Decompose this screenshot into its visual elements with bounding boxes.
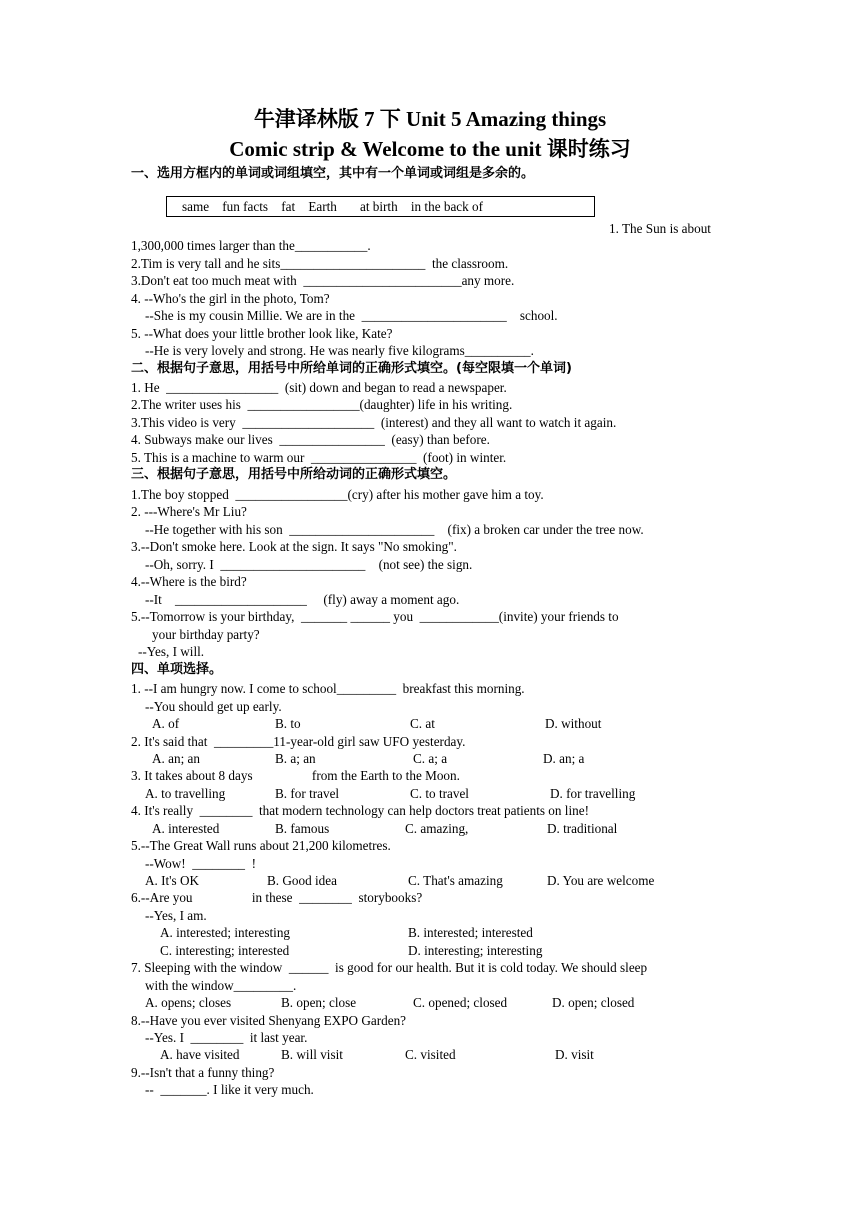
s4-q3-option-c: C. to travel bbox=[410, 786, 469, 801]
s4-q8-line2: --Yes. I ________ it last year. bbox=[145, 1030, 308, 1045]
s3-q5b: your birthday party? bbox=[152, 627, 260, 642]
s4-q9-line2: -- _______. I like it very much. bbox=[145, 1082, 314, 1097]
s4-q7-option-c: C. opened; closed bbox=[413, 995, 508, 1010]
s4-q6-line2: --Yes, I am. bbox=[145, 908, 207, 923]
title-line-1: 牛津译林版 7 下 Unit 5 Amazing things bbox=[253, 107, 607, 131]
s4-q5-line1: 5.--The Great Wall runs about 21,200 kilometres. bbox=[131, 838, 391, 853]
s4-q2-option-a: A. an; an bbox=[152, 751, 200, 766]
s3-q2b: --He together with his son ______________________ (fix) a broken car under the tree now. bbox=[145, 522, 644, 537]
s4-q3-option-d: D. for travelling bbox=[550, 786, 636, 801]
s4-q8-option-a: A. have visited bbox=[160, 1047, 240, 1062]
s4-q7-option-a: A. opens; closes bbox=[145, 995, 232, 1010]
section2-heading: 二、根据句子意思，用括号中所给单词的正确形式填空。(每空限填一个单词) bbox=[131, 361, 572, 376]
s4-q2-option-d: D. an; a bbox=[543, 751, 585, 766]
s4-q5-option-a: A. It's OK bbox=[145, 873, 200, 888]
s3-q3a: 3.--Don't smoke here. Look at the sign. It says "No smoking". bbox=[131, 539, 457, 554]
s3-q4a: 4.--Where is the bird? bbox=[131, 574, 247, 589]
s4-q8-option-c: C. visited bbox=[405, 1047, 456, 1062]
s2-q3: 3.This video is very ____________________ (interest) and they all want to watch it again. bbox=[131, 415, 617, 430]
s4-q5-option-b: B. Good idea bbox=[267, 873, 337, 888]
s3-q4b: --It ____________________ (fly) away a moment ago. bbox=[145, 592, 460, 607]
s4-q8-line1: 8.--Have you ever visited Shenyang EXPO Garden? bbox=[131, 1013, 407, 1028]
s4-q7-line2: with the window_________. bbox=[145, 978, 297, 993]
s4-q5-option-d: D. You are welcome bbox=[547, 873, 655, 888]
section4-heading: 四、单项选择。 bbox=[131, 662, 223, 677]
s4-q4-option-c: C. amazing, bbox=[405, 821, 469, 836]
s3-q2a: 2. ---Where's Mr Liu? bbox=[131, 504, 247, 519]
s2-q4: 4. Subways make our lives ________________ (easy) than before. bbox=[131, 432, 490, 447]
s3-q5c: --Yes, I will. bbox=[138, 644, 205, 659]
s1-q4b: --She is my cousin Millie. We are in the ______________________ school. bbox=[145, 308, 558, 323]
s1-q1-cont: 1,300,000 times larger than the___________. bbox=[131, 238, 371, 253]
s4-q6-option-c: C. interesting; interested bbox=[160, 943, 290, 958]
section1-heading: 一、选用方框内的单词或词组填空，其中有一个单词或词组是多余的。 bbox=[131, 166, 535, 181]
word-box: same fun facts fat Earth at birth in the back of bbox=[166, 196, 595, 217]
s4-q7-option-b: B. open; close bbox=[281, 995, 357, 1010]
s4-q8-option-d: D. visit bbox=[555, 1047, 594, 1062]
s4-q1-option-d: D. without bbox=[545, 716, 602, 731]
s4-q7-line1: 7. Sleeping with the window ______ is good for our health. But it is cold today. We should sleep bbox=[131, 960, 648, 975]
s2-q1: 1. He _________________ (sit) down and began to read a newspaper. bbox=[131, 380, 507, 395]
s2-q2: 2.The writer uses his _________________(daughter) life in his writing. bbox=[131, 397, 513, 412]
s4-q1-option-c: C. at bbox=[410, 716, 435, 731]
s2-q5: 5. This is a machine to warm our ________________ (foot) in winter. bbox=[131, 450, 507, 465]
s4-q1-line1: 1. --I am hungry now. I come to school_________ breakfast this morning. bbox=[131, 681, 525, 696]
s4-q9-line1: 9.--Isn't that a funny thing? bbox=[131, 1065, 275, 1080]
s1-q2: 2.Tim is very tall and he sits______________________ the classroom. bbox=[131, 256, 509, 271]
s4-q4-line1: 4. It's really ________ that modern technology can help doctors treat patients on line! bbox=[131, 803, 589, 818]
s4-q3-option-a: A. to travelling bbox=[145, 786, 226, 801]
s4-q6-option-b: B. interested; interested bbox=[408, 925, 533, 940]
s1-q4a: 4. --Who's the girl in the photo, Tom? bbox=[131, 291, 330, 306]
s4-q1-option-b: B. to bbox=[275, 716, 301, 731]
s4-q6-option-d: D. interesting; interesting bbox=[408, 943, 543, 958]
s4-q2-line1: 2. It's said that _________11-year-old girl saw UFO yesterday. bbox=[131, 734, 466, 749]
s3-q5a: 5.--Tomorrow is your birthday, _______ ______ you ____________(invite) your friends to bbox=[131, 609, 619, 624]
s4-q7-option-d: D. open; closed bbox=[552, 995, 635, 1010]
s1-q5a: 5. --What does your little brother look like, Kate? bbox=[131, 326, 393, 341]
s4-q6-line1: 6.--Are you in these ________ storybooks? bbox=[131, 890, 423, 905]
s4-q4-option-b: B. famous bbox=[275, 821, 330, 836]
s4-q6-option-a: A. interested; interesting bbox=[160, 925, 291, 940]
s4-q3-line1: 3. It takes about 8 days from the Earth to the Moon. bbox=[131, 768, 460, 783]
s4-q1-line2: --You should get up early. bbox=[145, 699, 282, 714]
s4-q3-option-b: B. for travel bbox=[275, 786, 340, 801]
s4-q5-option-c: C. That's amazing bbox=[408, 873, 503, 888]
s3-q3b: --Oh, sorry. I ______________________ (not see) the sign. bbox=[145, 557, 473, 572]
s1-q1-start: 1. The Sun is about bbox=[609, 221, 711, 236]
s4-q2-option-c: C. a; a bbox=[413, 751, 448, 766]
s1-q3: 3.Don't eat too much meat with ________________________any more. bbox=[131, 273, 515, 288]
s4-q1-option-a: A. of bbox=[152, 716, 180, 731]
s1-q5b: --He is very lovely and strong. He was nearly five kilograms__________. bbox=[145, 343, 534, 358]
title-line-2: Comic strip & Welcome to the unit 课时练习 bbox=[229, 137, 631, 161]
s3-q1: 1.The boy stopped _________________(cry) after his mother gave him a toy. bbox=[131, 487, 544, 502]
s4-q8-option-b: B. will visit bbox=[281, 1047, 343, 1062]
s4-q4-option-d: D. traditional bbox=[547, 821, 618, 836]
s4-q2-option-b: B. a; an bbox=[275, 751, 316, 766]
s4-q4-option-a: A. interested bbox=[152, 821, 220, 836]
section3-heading: 三、根据句子意思，用括号中所给动词的正确形式填空。 bbox=[131, 467, 457, 482]
s4-q5-line2: --Wow! ________ ! bbox=[145, 856, 257, 871]
